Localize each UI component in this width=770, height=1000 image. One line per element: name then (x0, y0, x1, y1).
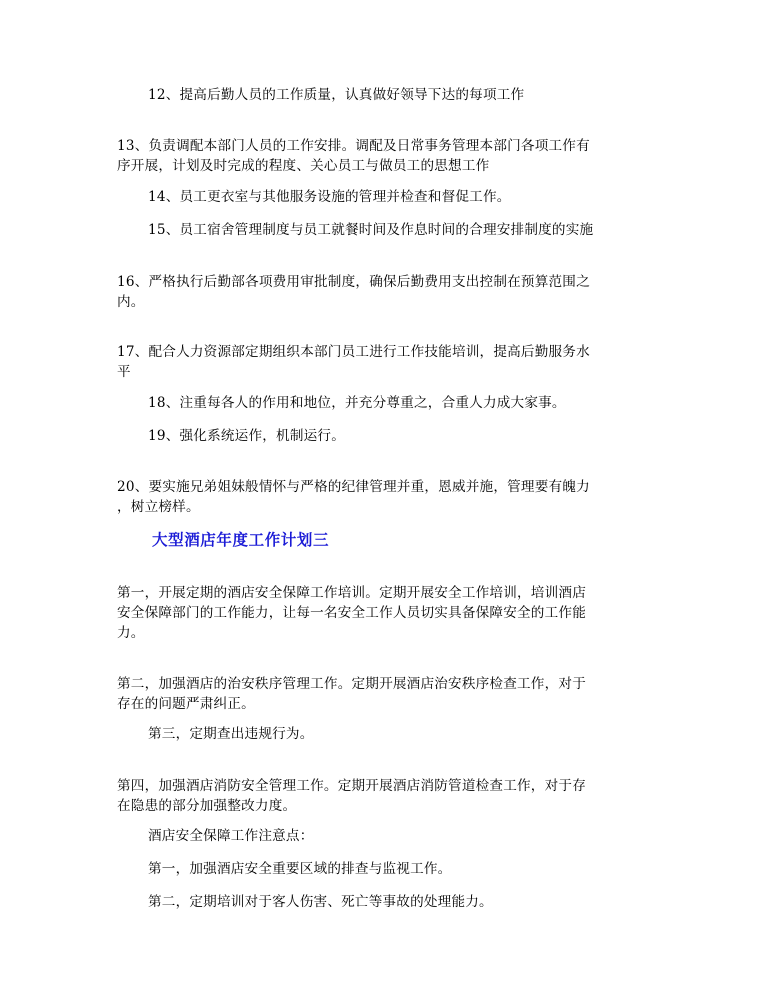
note-item-1: 第一，加强酒店安全重要区域的排查与监视工作。 (148, 861, 452, 877)
section-item-1-line-1: 第一，开展定期的酒店安全保障工作培训。定期开展安全工作培训，培训酒店 (117, 585, 586, 601)
section-item-1-line-3: 力。 (117, 625, 145, 641)
section-heading: 大型酒店年度工作计划三 (152, 530, 330, 549)
paragraph-20-line-2: ，树立榜样。 (117, 499, 200, 515)
paragraph-13-line-1: 13、负责调配本部门人员的工作安排。调配及日常事务管理本部门各项工作有 (117, 138, 590, 154)
notes-title: 酒店安全保障工作注意点： (148, 828, 314, 844)
paragraph-17-line-2: 平 (117, 364, 131, 380)
paragraph-20-line-1: 20、要实施兄弟姐妹般情怀与严格的纪律管理并重，恩威并施，管理要有魄力 (117, 479, 590, 495)
paragraph-13-line-2: 序开展，计划及时完成的程度、关心员工与做员工的思想工作 (117, 158, 490, 174)
section-item-4-line-1: 第四，加强酒店消防安全管理工作。定期开展酒店消防管道检查工作，对于存 (117, 778, 586, 794)
section-item-2-line-1: 第二，加强酒店的治安秩序管理工作。定期开展酒店治安秩序检查工作，对于 (117, 676, 586, 692)
section-item-1-line-2: 安全保障部门的工作能力，让每一名安全工作人员切实具备保障安全的工作能 (117, 605, 586, 621)
paragraph-17-line-1: 17、配合人力资源部定期组织本部门员工进行工作技能培训，提高后勤服务水 (117, 344, 590, 360)
paragraph-14: 14、员工更衣室与其他服务设施的管理并检查和督促工作。 (148, 189, 511, 205)
section-item-3: 第三，定期查出违规行为。 (148, 726, 314, 742)
paragraph-18: 18、注重每各人的作用和地位，并充分尊重之，合重人力成大家事。 (148, 395, 566, 411)
paragraph-15: 15、员工宿舍管理制度与员工就餐时间及作息时间的合理安排制度的实施 (148, 222, 594, 238)
paragraph-19: 19、强化系统运作，机制运行。 (148, 428, 346, 444)
section-item-4-line-2: 在隐患的部分加强整改力度。 (117, 798, 297, 814)
paragraph-16-line-2: 内。 (117, 294, 145, 310)
section-item-2-line-2: 存在的问题严肃纠正。 (117, 696, 255, 712)
paragraph-16-line-1: 16、严格执行后勤部各项费用审批制度，确保后勤费用支出控制在预算范围之 (117, 274, 590, 290)
paragraph-12: 12、提高后勤人员的工作质量，认真做好领导下达的每项工作 (148, 87, 525, 103)
note-item-2: 第二，定期培训对于客人伤害、死亡等事故的处理能力。 (148, 894, 493, 910)
